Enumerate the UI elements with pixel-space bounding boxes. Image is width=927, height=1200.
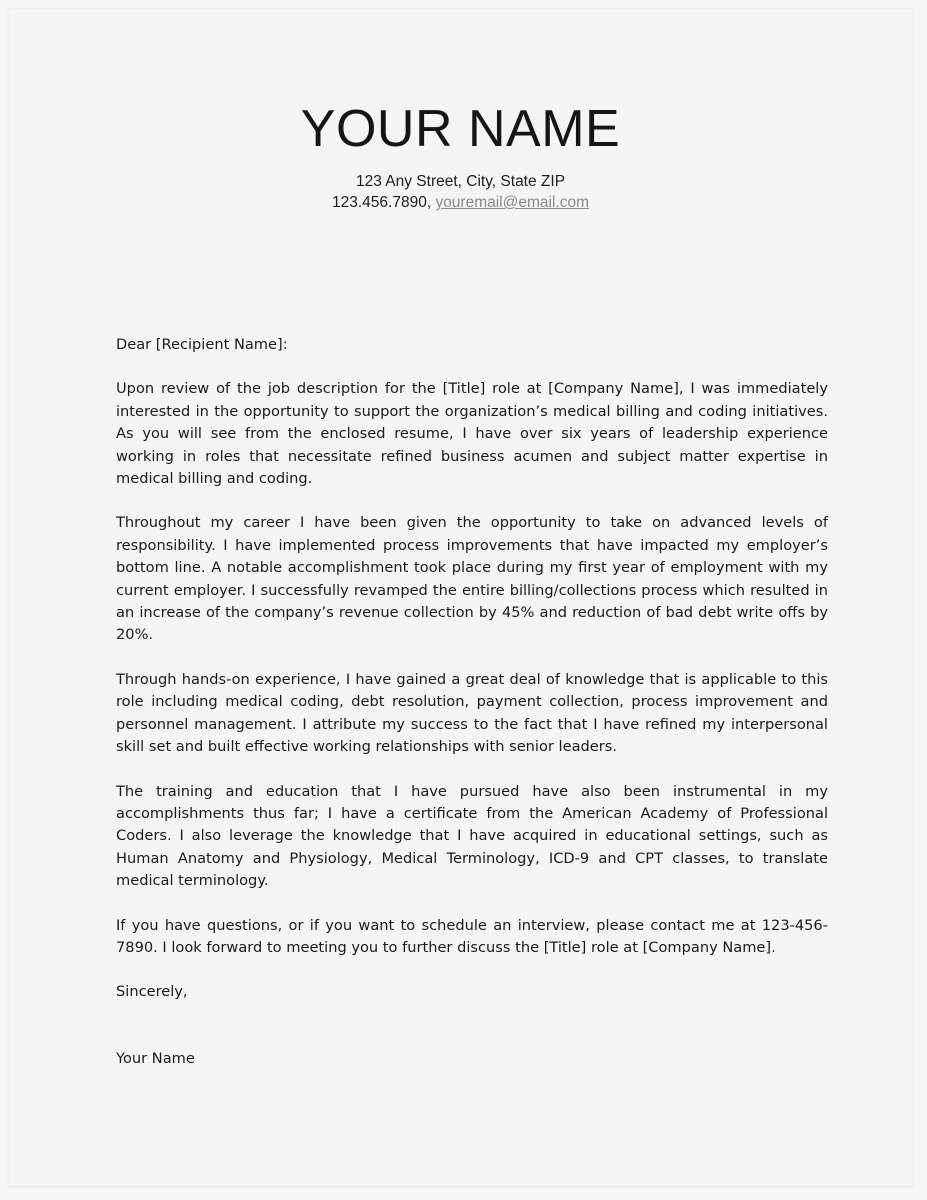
street-address-line: 123 Any Street, City, State ZIP <box>355 173 566 190</box>
body-paragraph: The training and education that I have pursued have also been instrumental in my accomplishments thus far; I have a certificate from the American Academy of Professional Coders. I also leverage the knowledge that I have acquired in educational settings, such as Human Anatomy and Physiology, Medical Terminology, ICD-9 and CPT classes, to translate medical terminology. <box>116 782 828 890</box>
contact-block <box>9 171 912 213</box>
salutation: Dear [Recipient Name]: <box>116 336 288 353</box>
email-link[interactable]: youremail@email.com <box>435 194 589 211</box>
letterhead <box>9 9 912 213</box>
letter-body <box>116 334 828 1070</box>
letter-page <box>8 8 913 1186</box>
closing-salutation: Sincerely, <box>116 983 188 1001</box>
body-paragraph: Through hands-on experience, I have gained a great deal of knowledge that is applicable to this role including medical coding, debt resolution, payment collection, process improvement and personnel management. I attribute my success to the fact that I have refined my interpersonal skill set and built effective working relationships with senior leaders. <box>116 670 828 756</box>
body-paragraph: If you have questions, or if you want to schedule an interview, please contact me at 123-456-7890. I look forward to meeting you to further discuss the [Title] role at [Company Name]. <box>116 916 828 956</box>
phone-email-line <box>9 192 912 213</box>
applicant-name-heading: YOUR NAME <box>300 100 621 158</box>
body-paragraph: Upon review of the job description for the [Title] role at [Company Name], I was immediately interested in the opportunity to support the organization’s medical billing and coding initiatives. As you will see from the enclosed resume, I have over six years of leadership experience working in roles that necessitate refined business acumen and subject matter expertise in medical billing and coding. <box>116 380 828 488</box>
body-paragraph: Throughout my career I have been given the opportunity to take on advanced levels of responsibility. I have implemented process improvements that have impacted my employer’s bottom line. A notable accomplishment took place during my first year of employment with my current employer. I successfully revamped the entire billing/collections process which resulted in an increase of the company’s revenue collection by 45% and reduction of bad debt write offs by 20%. <box>116 514 828 644</box>
phone-number: 123.456.7890, <box>332 194 436 211</box>
signature-name: Your Name <box>116 1049 195 1067</box>
